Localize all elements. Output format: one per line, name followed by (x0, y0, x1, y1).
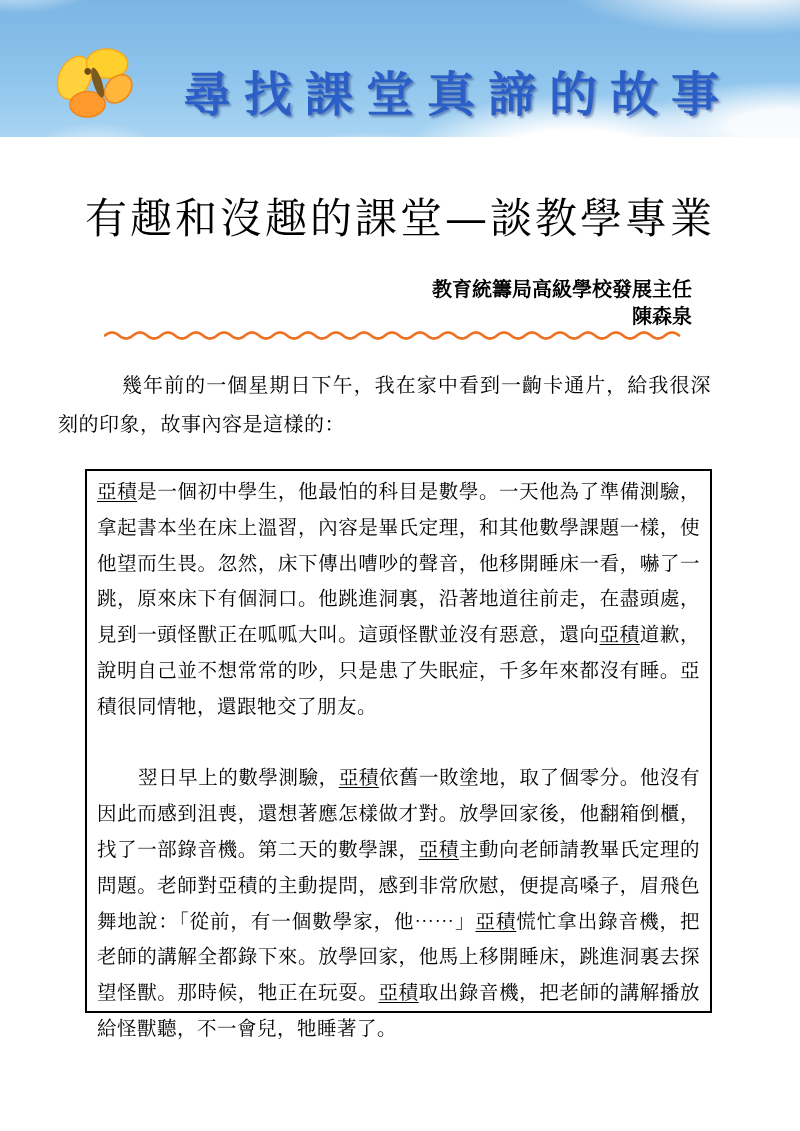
story-box (85, 469, 712, 1040)
story-text: 道歉，說明自己並不想常常的吵，只是患了失眠症，千多年來都沒有睡。亞積很同情牠，還跟牠交了朋友。 (97, 623, 700, 718)
underlined-name: 亞積 (599, 623, 640, 647)
underlined-name: 亞積 (418, 837, 459, 861)
underlined-name: 亞積 (378, 981, 419, 1005)
header-banner (0, 0, 800, 137)
author-name: 陳森泉 (632, 304, 692, 328)
story-text: 慌忙拿出錄音機，把老師的講解全都錄下來。放學回家，他馬上移開睡床，跳進洞裏去探望怪獸。那時候，牠正在玩耍。 (97, 909, 700, 1005)
author-block (432, 276, 692, 330)
underlined-name: 亞積 (338, 766, 379, 790)
butterfly-icon (41, 25, 157, 141)
story-paragraph-1 (97, 474, 700, 725)
author-title: 教育統籌局高級學校發展主任 (432, 277, 692, 301)
intro-paragraph: 幾年前的一個星期日下午，我在家中看到一齣卡通片，給我很深刻的印象，故事內容是這樣的： (58, 373, 711, 436)
banner-title: 尋找課堂真諦的故事 (183, 67, 733, 123)
underlined-name: 亞積 (475, 909, 517, 933)
story-text: 翌日早上的數學測驗， (138, 766, 339, 790)
story-text: 主動向老師請教畢氏定理的問題。老師對亞積的主動提問，感到非常欣慰，便提高嗓子，眉飛色舞地說：「從前，有一個數學家，他⋯⋯」 (97, 837, 700, 933)
story-text: 是一個初中學生，他最怕的科目是數學。一天他為了準備測驗，拿起書本坐在床上溫習，內容是畢氏定理，和其他數學課題一樣，使他望而生畏。忽然，床下傳出嘈吵的聲音，他移開睡床一看，嚇了一跳，原來床下有個洞口。他跳進洞裏，沿著地道往前走，在盡頭處，見到一頭怪獸正在呱呱大叫。這頭怪獸並沒有惡意，還向 (97, 480, 700, 647)
underlined-name: 亞積 (97, 480, 138, 503)
page-title: 有趣和沒趣的課堂—談教學專業 (84, 194, 715, 243)
story-text: 取出錄音機，把老師的講解播放給怪獸聽，不一會兒，牠睡著了。 (97, 981, 700, 1040)
wavy-divider (104, 329, 690, 341)
story-text: 依舊一敗塗地，取了個零分。他沒有因此而感到沮喪，還想著應怎樣做才對。放學回家後，他翻箱倒櫃，找了一部錄音機。第二天的數學課， (97, 766, 700, 861)
story-paragraph-2 (97, 760, 700, 1046)
